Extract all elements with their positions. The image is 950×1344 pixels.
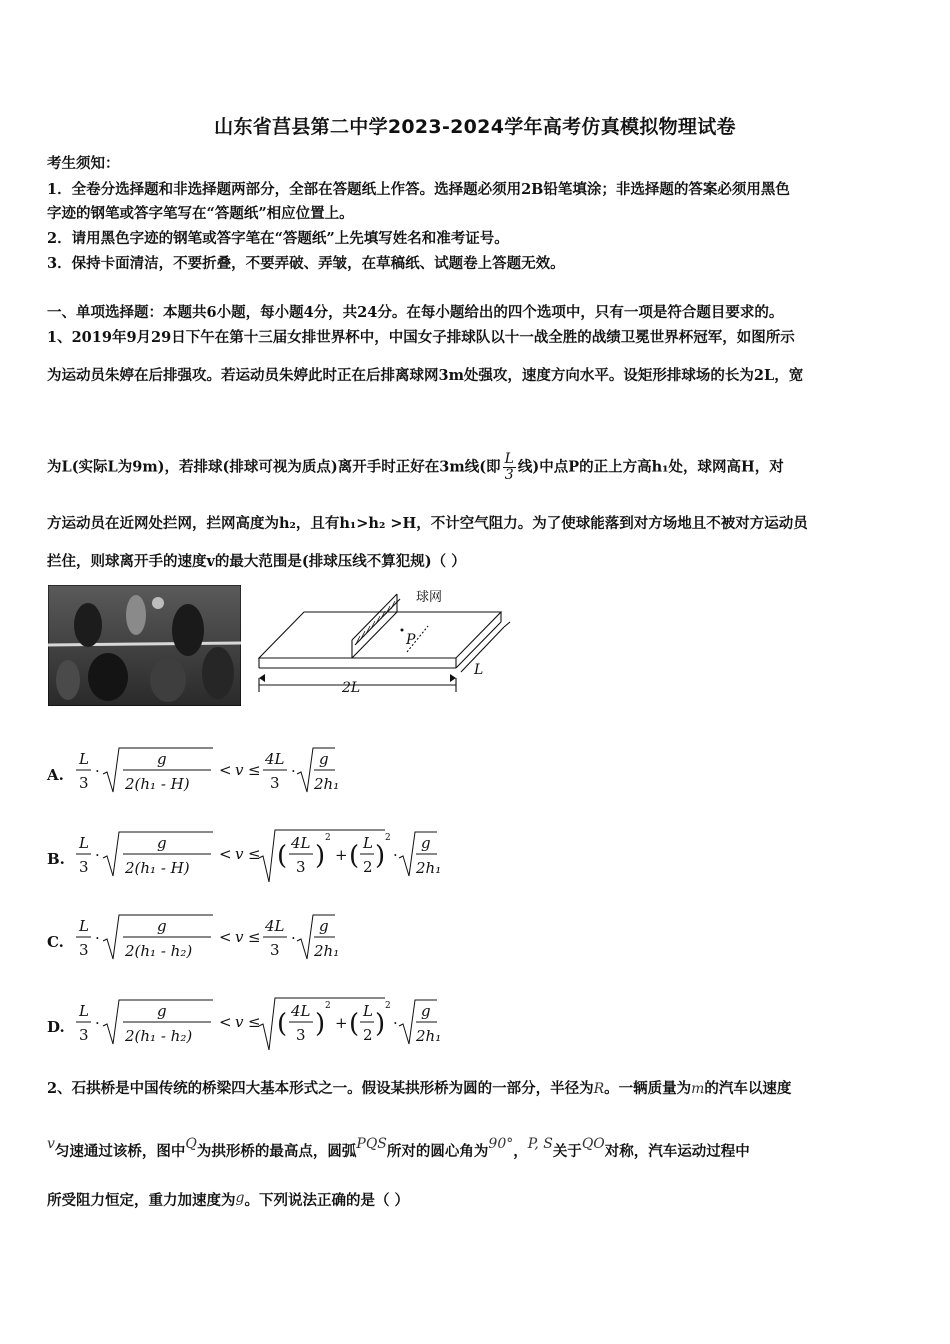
svg-text:(: ( xyxy=(277,841,288,871)
symbol-qo: QO xyxy=(581,1136,605,1152)
option-b[interactable] xyxy=(47,828,467,888)
svg-text:g: g xyxy=(157,750,167,768)
svg-text:L: L xyxy=(79,834,89,852)
svg-text:<: < xyxy=(219,1013,232,1031)
option-a-denominator: 2(h₁ - H) xyxy=(125,775,190,793)
svg-text:·: · xyxy=(95,846,100,864)
svg-text:v: v xyxy=(235,761,244,779)
svg-text:2: 2 xyxy=(385,1001,391,1011)
svg-text:·: · xyxy=(95,1014,100,1032)
q2-line-2-c: 所对的圆心角为 xyxy=(386,1143,489,1160)
q1-line-3-pre: 为L(实际L为9m)，若排球(排球可视为质点)离开手时正好在3m线(即 xyxy=(47,458,501,476)
q2-line-1-post: 的汽车以速度 xyxy=(704,1080,792,1097)
svg-text:g: g xyxy=(319,750,329,768)
svg-text:≤: ≤ xyxy=(248,928,261,946)
q1-line-5: 拦住，则球离开手的速度v的最大范围是(排球压线不算犯规)（ ） xyxy=(47,553,466,570)
svg-text:3: 3 xyxy=(270,774,280,792)
svg-text:·: · xyxy=(95,929,100,947)
q1-line-2: 为运动员朱婷在后排强攻。若运动员朱婷此时正在后排离球网3m处强攻，速度方向水平。设矩形排球场的长为2L，宽 xyxy=(47,367,804,384)
svg-text:≤: ≤ xyxy=(248,1013,261,1031)
option-d[interactable] xyxy=(47,996,467,1056)
svg-text:2h₁: 2h₁ xyxy=(416,1027,442,1045)
svg-text:L: L xyxy=(363,834,373,852)
q2-line-2 xyxy=(47,1136,750,1162)
option-d-label: D. xyxy=(47,1018,65,1036)
q1-line-1: 1、2019年9月29日下午在第十三届女排世界杯中，中国女子排球队以十一战全胜的战绩卫冕世界杯冠军，如图所示 xyxy=(47,329,795,346)
q2-line-2-b: 为拱形桥的最高点，圆弧 xyxy=(196,1143,357,1160)
svg-text:L: L xyxy=(79,750,89,768)
svg-text:L: L xyxy=(79,917,89,935)
svg-text:(: ( xyxy=(349,1009,360,1039)
option-a-label: A. xyxy=(47,766,64,784)
svg-text:≤: ≤ xyxy=(248,845,261,863)
svg-text:·: · xyxy=(393,846,398,864)
q2-line-2-e: 关于 xyxy=(552,1143,582,1160)
notice-item-2: 2．请用黑色字迹的钢笔或答字笔在“答题纸”上先填写姓名和准考证号。 xyxy=(47,230,509,247)
svg-text:·: · xyxy=(291,929,296,947)
svg-text:g: g xyxy=(421,1002,431,1020)
svg-text:2: 2 xyxy=(363,858,373,876)
svg-text:·: · xyxy=(95,762,100,780)
svg-text:): ) xyxy=(315,841,326,871)
svg-text:3: 3 xyxy=(79,774,89,792)
volleyball-court-diagram xyxy=(252,582,514,702)
symbol-angle: 90° xyxy=(488,1136,514,1152)
svg-text:2: 2 xyxy=(385,833,391,843)
svg-text:v: v xyxy=(235,928,244,946)
l-over-3-fraction xyxy=(503,452,516,483)
option-a[interactable] xyxy=(47,744,467,804)
q2-line-3-pre: 所受阻力恒定，重力加速度为 xyxy=(47,1192,236,1209)
svg-text:+: + xyxy=(335,846,348,864)
svg-text:<: < xyxy=(219,928,232,946)
svg-text:2: 2 xyxy=(363,1026,373,1044)
svg-text:v: v xyxy=(235,1013,244,1031)
svg-text:3: 3 xyxy=(270,941,280,959)
svg-text:(: ( xyxy=(277,1009,288,1039)
svg-text:4L: 4L xyxy=(291,1002,311,1020)
svg-text:+: + xyxy=(335,1014,348,1032)
point-p-label: P xyxy=(406,632,416,648)
svg-text:g: g xyxy=(157,917,167,935)
svg-text:2h₁: 2h₁ xyxy=(314,775,340,793)
net-label: 球网 xyxy=(416,590,443,605)
q2-line-1-mid: 。一辆质量为 xyxy=(604,1080,692,1097)
option-c[interactable] xyxy=(47,911,467,971)
option-c-label: C. xyxy=(47,933,64,951)
volleyball-photo xyxy=(48,585,241,706)
notice-item-3: 3．保持卡面清洁，不要折叠，不要弄破、弄皱，在草稿纸、试题卷上答题无效。 xyxy=(47,255,565,272)
option-a-formula xyxy=(73,744,373,804)
court-width-label: L xyxy=(474,662,484,678)
svg-text:): ) xyxy=(375,841,386,871)
symbol-ps: P, S xyxy=(527,1136,553,1152)
q1-line-3 xyxy=(47,452,784,483)
court-length-label: 2L xyxy=(342,680,361,696)
q2-line-2-d: ， xyxy=(513,1143,528,1160)
svg-text:·: · xyxy=(291,762,296,780)
q2-line-2-f: 对称，汽车运动过程中 xyxy=(604,1143,750,1160)
svg-text:g: g xyxy=(157,834,167,852)
symbol-q: Q xyxy=(185,1136,197,1152)
option-b-label: B. xyxy=(47,850,65,868)
svg-text:·: · xyxy=(393,1014,398,1032)
fraction-denominator: 3 xyxy=(504,467,514,483)
q1-line-3-post: 线)中点P的正上方高h₁处，球网高H，对 xyxy=(517,458,784,476)
svg-text:4L: 4L xyxy=(265,750,285,768)
svg-text:2h₁: 2h₁ xyxy=(416,859,442,877)
q2-line-3-post: 。下列说法正确的是（ ） xyxy=(244,1192,410,1209)
svg-text:3: 3 xyxy=(79,1026,89,1044)
svg-text:3: 3 xyxy=(79,858,89,876)
symbol-g: g xyxy=(235,1190,245,1206)
option-c-denominator: 2(h₁ - h₂) xyxy=(125,942,193,960)
option-b-formula xyxy=(73,828,473,888)
option-b-denominator: 2(h₁ - H) xyxy=(125,859,190,877)
svg-text:4L: 4L xyxy=(291,834,311,852)
svg-text:(: ( xyxy=(349,841,360,871)
svg-text:L: L xyxy=(79,1002,89,1020)
svg-text:3: 3 xyxy=(296,858,306,876)
notice-item-1-line-1: 1．全卷分选择题和非选择题两部分，全部在答题纸上作答。选择题必须用2B铅笔填涂；非选择题的答案必须用黑色 xyxy=(47,181,790,198)
fraction-numerator: L xyxy=(504,451,514,467)
svg-text:<: < xyxy=(219,761,232,779)
svg-text:≤: ≤ xyxy=(248,761,261,779)
svg-text:2: 2 xyxy=(325,833,331,843)
svg-text:g: g xyxy=(157,1002,167,1020)
q2-line-1-pre: 2、石拱桥是中国传统的桥梁四大基本形式之一。假设某拱形桥为圆的一部分，半径为 xyxy=(47,1080,594,1097)
symbol-v: v xyxy=(47,1136,55,1152)
q2-line-2-a: 匀速通过该桥，图中 xyxy=(54,1143,186,1160)
svg-text:g: g xyxy=(421,834,431,852)
svg-text:2h₁: 2h₁ xyxy=(314,942,340,960)
svg-text:g: g xyxy=(319,917,329,935)
svg-text:<: < xyxy=(219,845,232,863)
svg-text:3: 3 xyxy=(296,1026,306,1044)
q2-line-3 xyxy=(47,1191,409,1211)
section-1-heading: 一、单项选择题：本题共6小题，每小题4分，共24分。在每小题给出的四个选项中，只有一项是符合题目要求的。 xyxy=(47,304,784,321)
svg-text:v: v xyxy=(235,845,244,863)
svg-text:2: 2 xyxy=(325,1001,331,1011)
option-d-denominator: 2(h₁ - h₂) xyxy=(125,1027,193,1045)
symbol-r: R xyxy=(593,1081,605,1097)
symbol-pqs: PQS xyxy=(356,1136,387,1152)
notice-item-1-line-2: 字迹的钢笔或答字笔写在“答题纸”相应位置上。 xyxy=(47,205,354,222)
option-c-formula xyxy=(73,911,373,971)
q2-line-1 xyxy=(47,1079,791,1099)
svg-text:3: 3 xyxy=(79,941,89,959)
notice-heading: 考生须知： xyxy=(47,155,120,172)
q1-line-4: 方运动员在近网处拦网，拦网高度为h₂，且有h₁>h₂ >H，不计空气阻力。为了使球能落到对方场地且不被对方运动员 xyxy=(47,515,808,532)
option-d-formula xyxy=(73,996,473,1056)
svg-text:): ) xyxy=(375,1009,386,1039)
svg-text:): ) xyxy=(315,1009,326,1039)
svg-text:4L: 4L xyxy=(265,917,285,935)
symbol-m: m xyxy=(691,1081,705,1097)
exam-title: 山东省莒县第二中学2023-2024学年高考仿真模拟物理试卷 xyxy=(214,116,736,138)
svg-text:L: L xyxy=(363,1002,373,1020)
